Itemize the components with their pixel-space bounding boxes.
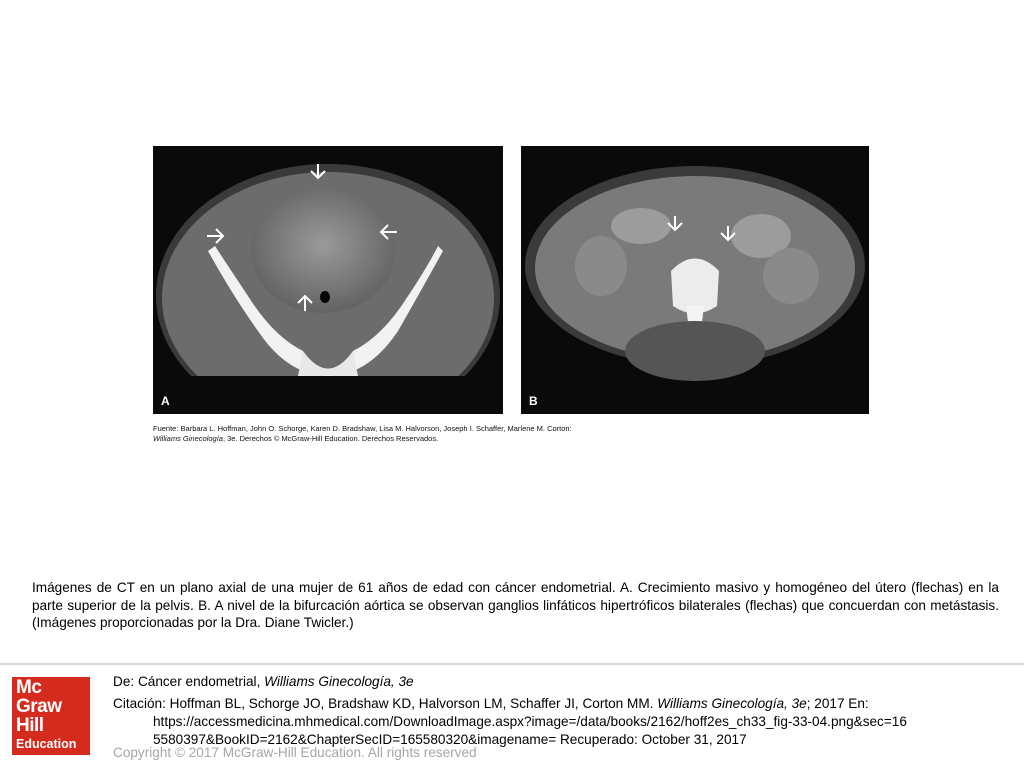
citation-authors: Citación: Hoffman BL, Schorge JO, Bradshaw KD, Halvorson LM, Schaffer JI, Corton MM.	[113, 696, 658, 711]
logo-line-4: Education	[16, 737, 77, 751]
source-book-title: Williams Ginecología	[153, 434, 223, 443]
logo-line-3: Hill	[16, 715, 44, 736]
figure-source	[153, 424, 869, 444]
source-line-2	[153, 434, 869, 444]
ct-figure	[153, 146, 869, 414]
citation-year: ; 2017 En:	[806, 696, 869, 711]
ct-pelvis-illustration	[153, 146, 503, 414]
footer-divider	[0, 663, 1024, 665]
panel-b-label: B	[529, 394, 538, 408]
source-line-1: Fuente: Barbara L. Hoffman, John O. Schorge, Karen D. Bradshaw, Lisa M. Halvorson, Joseph I. Schaffer, Marlene M. Corton:	[153, 424, 572, 433]
logo-line-1: Mc	[16, 677, 42, 698]
ct-abdomen-illustration	[521, 146, 869, 414]
citation-book: Williams Ginecología, 3e	[657, 696, 807, 711]
mcgraw-hill-logo	[12, 677, 90, 755]
logo-line-2: Graw	[16, 696, 62, 717]
from-prefix: De:	[113, 674, 138, 689]
chapter-reference	[113, 674, 414, 689]
chapter-title: Cáncer endometrial,	[137, 674, 265, 689]
citation	[113, 695, 913, 749]
ct-image-panel-a	[153, 146, 503, 414]
book-title: Williams Ginecología, 3e	[264, 674, 414, 689]
figure-caption: Imágenes de CT en un plano axial de una mujer de 61 años de edad con cáncer endometrial. A. Crecimiento masivo y homogéneo del útero (flechas) en la parte superior de la pelvis. B. A nivel de la bifurcación aórtica se observan ganglios linfáticos hipertróficos bilaterales (flechas) que concuerdan con metástasis. (Imágenes proporcionadas por la Dra. Diane Twicler.)	[32, 580, 999, 630]
panel-a-label: A	[161, 394, 170, 408]
source-rights: , 3e. Derechos © McGraw-Hill Education. Derechos Reservados.	[222, 434, 439, 443]
ct-image-panel-b	[521, 146, 869, 414]
citation-url[interactable]: https://accessmedicina.mhmedical.com/DownloadImage.aspx?image=/data/books/2162/hoff2es_ch33_fig-33-04.png&sec=165580397&BookID=2162&ChapterSecID=165580320&imagename= Recuperado: October 31, 2017	[153, 714, 907, 747]
copyright-notice: Copyright © 2017 McGraw-Hill Education. All rights reserved	[113, 745, 477, 760]
